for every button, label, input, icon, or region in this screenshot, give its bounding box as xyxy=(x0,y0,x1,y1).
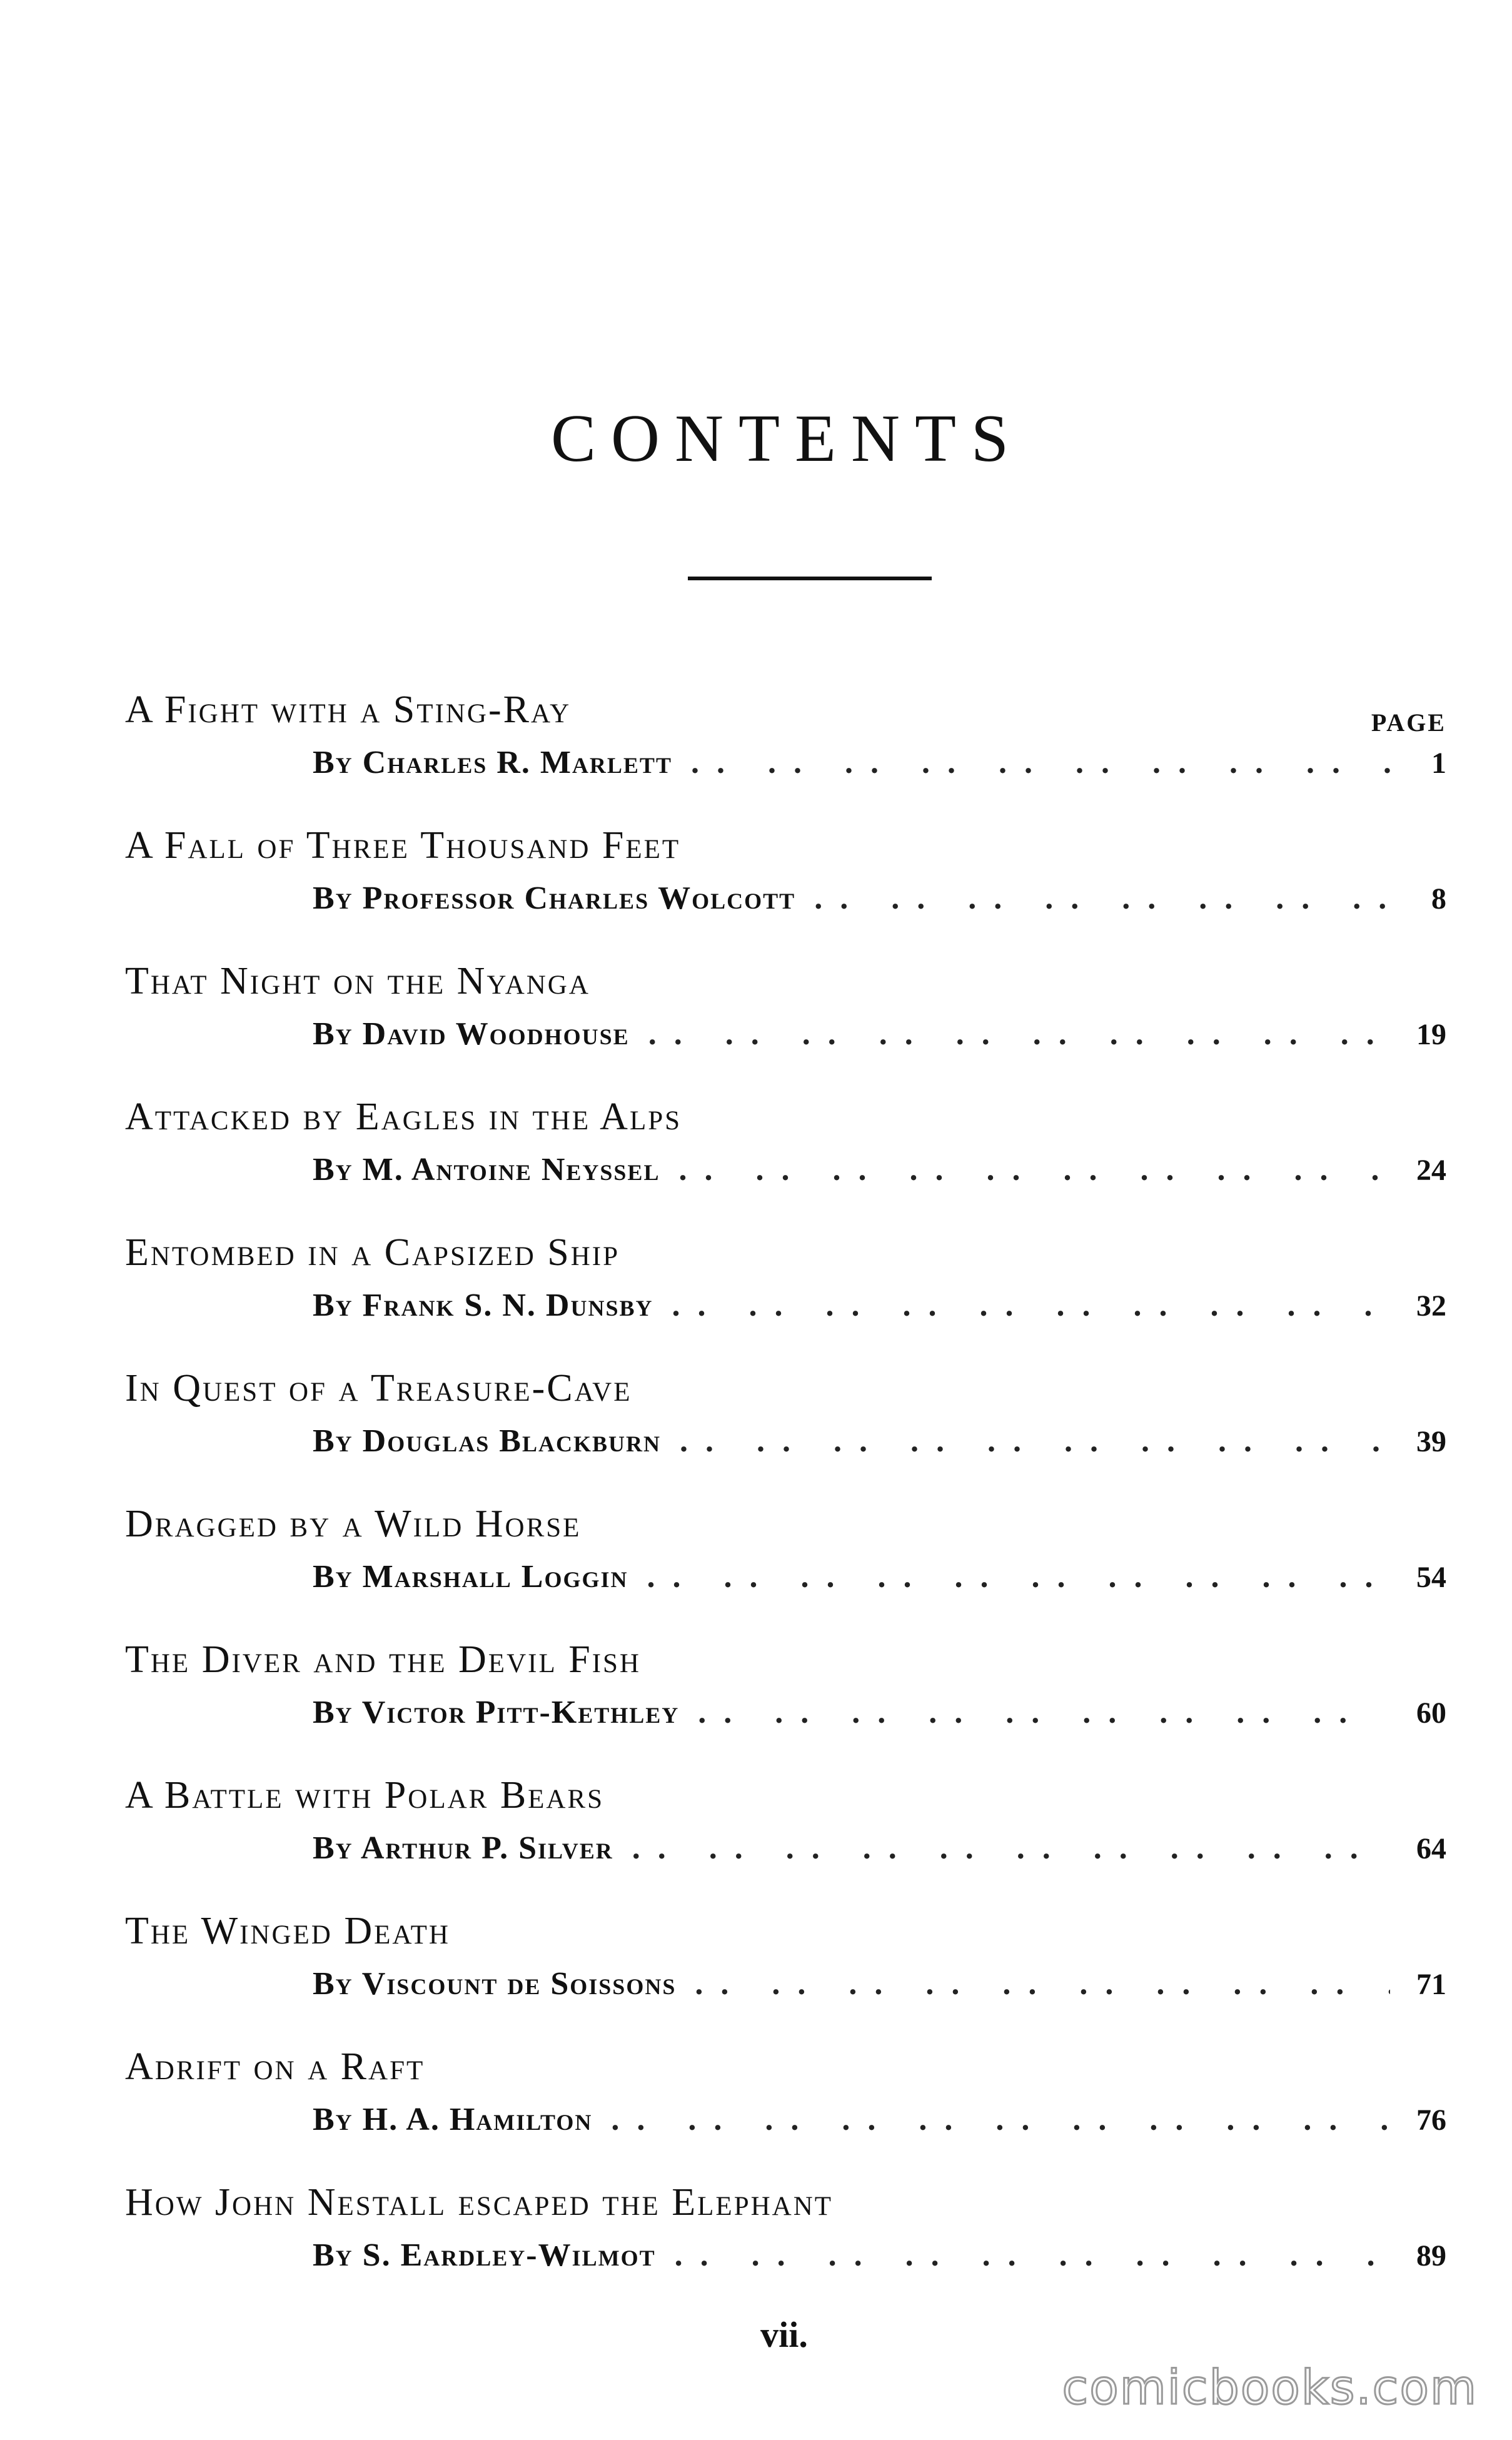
dot-leaders xyxy=(613,1830,1390,1867)
author-line xyxy=(313,880,1446,924)
author-line xyxy=(313,744,1446,788)
contents-entry xyxy=(125,1095,1446,1231)
author-line xyxy=(313,1965,1446,2009)
page-number: 39 xyxy=(1416,1425,1446,1458)
page-number: 1 xyxy=(1431,747,1446,780)
page-folio: vii. xyxy=(760,2314,808,2355)
story-author: By H. A. Hamilton xyxy=(313,2102,593,2137)
dot-leaders xyxy=(628,1558,1391,1595)
contents-entry xyxy=(125,1909,1446,2045)
author-line xyxy=(313,2101,1446,2145)
story-author: By Victor Pitt-Kethley xyxy=(313,1695,680,1730)
contents-entry xyxy=(125,1366,1446,1502)
story-title: The Winged Death xyxy=(125,1910,450,1952)
page-number: 19 xyxy=(1416,1018,1446,1051)
page-number: 64 xyxy=(1416,1832,1446,1865)
story-author: By Douglas Blackburn xyxy=(313,1423,661,1459)
story-title: In Quest of a Treasure-Cave xyxy=(125,1367,632,1409)
page-number: 8 xyxy=(1431,882,1446,915)
author-line xyxy=(313,1830,1446,1873)
page-number: 71 xyxy=(1416,1968,1446,2001)
dot-leaders xyxy=(676,1965,1390,2002)
story-author: By Frank S. N. Dunsby xyxy=(313,1288,653,1323)
author-line xyxy=(313,1694,1446,1738)
contents-entry xyxy=(125,1773,1446,1909)
dot-leaders xyxy=(661,1423,1390,1459)
story-author: By Professor Charles Wolcott xyxy=(313,880,796,916)
dot-leaders xyxy=(795,880,1390,917)
page-number: 24 xyxy=(1416,1154,1446,1187)
story-author: By Marshall Loggin xyxy=(313,1559,628,1595)
page-number: 76 xyxy=(1416,2104,1446,2137)
story-author: By Viscount de Soissons xyxy=(313,1966,677,2002)
story-author: By Arthur P. Silver xyxy=(313,1830,613,1866)
story-title: Dragged by a Wild Horse xyxy=(125,1503,582,1545)
contents-entry xyxy=(125,1231,1446,1366)
dot-leaders xyxy=(679,1694,1390,1731)
story-title: That Night on the Nyanga xyxy=(125,960,590,1002)
author-line xyxy=(313,1151,1446,1195)
page-number: 54 xyxy=(1416,1561,1446,1594)
contents-entry xyxy=(125,2180,1446,2316)
page-title: CONTENTS xyxy=(551,401,1024,476)
story-title: How John Nestall escaped the Elephant xyxy=(125,2181,834,2224)
dot-leaders xyxy=(630,1016,1390,1052)
author-line xyxy=(313,1423,1446,1466)
story-title: A Battle with Polar Bears xyxy=(125,1774,605,1817)
dot-leaders xyxy=(656,2237,1390,2274)
page-column-label: PAGE xyxy=(1371,708,1446,737)
story-title: A Fall of Three Thousand Feet xyxy=(125,824,681,867)
author-line xyxy=(313,1287,1446,1331)
story-title: Entombed in a Capsized Ship xyxy=(125,1231,620,1274)
story-author: By M. Antoine Neyssel xyxy=(313,1152,660,1187)
author-line xyxy=(313,1558,1446,1602)
contents-entry xyxy=(125,824,1446,959)
page-number: 32 xyxy=(1416,1289,1446,1323)
author-line xyxy=(313,1016,1446,1059)
contents-entry xyxy=(125,688,1446,824)
contents-entry xyxy=(125,1638,1446,1773)
contents-list xyxy=(125,688,1446,2316)
dot-leaders xyxy=(653,1287,1391,1324)
dot-leaders xyxy=(672,744,1390,781)
page-number: 89 xyxy=(1416,2239,1446,2272)
story-author: By David Woodhouse xyxy=(313,1016,630,1052)
story-author: By S. Eardley-Wilmot xyxy=(313,2237,656,2273)
title-rule xyxy=(688,577,932,580)
dot-leaders xyxy=(592,2101,1390,2138)
story-author: By Charles R. Marlett xyxy=(313,745,672,780)
contents-entry xyxy=(125,2045,1446,2180)
page-number: 60 xyxy=(1416,1696,1446,1730)
story-title: Attacked by Eagles in the Alps xyxy=(125,1096,682,1138)
story-title: Adrift on a Raft xyxy=(125,2045,425,2088)
contents-entry xyxy=(125,959,1446,1095)
dot-leaders xyxy=(660,1151,1390,1188)
author-line xyxy=(313,2237,1446,2281)
contents-entry xyxy=(125,1502,1446,1638)
story-title: A Fight with a Sting-Ray xyxy=(125,688,572,731)
watermark-logo: comicbooks.com xyxy=(1062,2359,1478,2415)
story-title: The Diver and the Devil Fish xyxy=(125,1638,641,1681)
